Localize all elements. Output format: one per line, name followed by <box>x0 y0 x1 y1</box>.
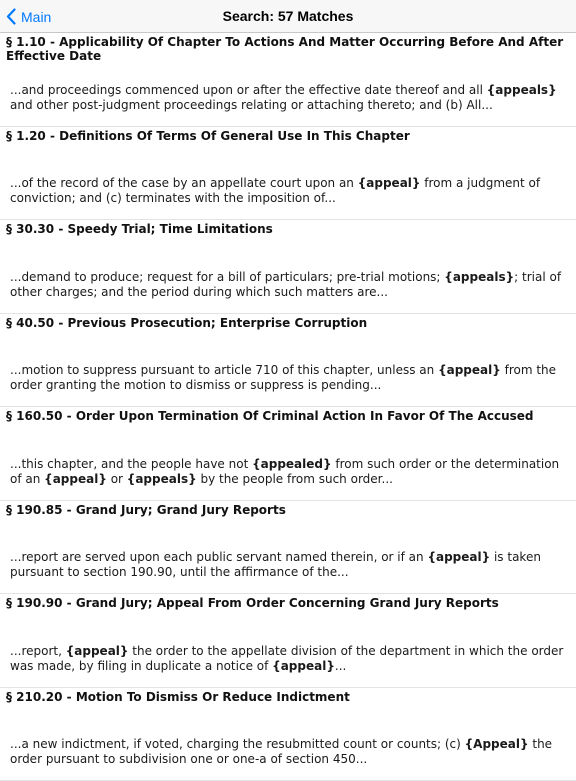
snippet-text: and other post-judgment proceedings relating or attaching thereto; and (b) All... <box>10 98 493 112</box>
result-snippet <box>10 644 568 674</box>
result-snippet <box>10 457 568 487</box>
search-match-highlight: {appeal} <box>66 644 129 658</box>
result-snippet <box>10 363 568 393</box>
result-snippet <box>10 83 568 113</box>
search-match-highlight: {appeal} <box>358 176 421 190</box>
search-match-highlight: {Appeal} <box>465 737 529 751</box>
snippet-text: ...motion to suppress pursuant to article 710 of this chapter, unless an <box>10 363 438 377</box>
snippet-text: ...of the record of the case by an appellate court upon an <box>10 176 358 190</box>
search-result-row[interactable] <box>0 407 576 501</box>
search-result-row[interactable] <box>0 501 576 595</box>
search-result-row[interactable] <box>0 33 576 127</box>
snippet-text: from a judgment of conviction; and (c) terminates with the imposition of... <box>10 176 540 205</box>
result-title: § 210.20 - Motion To Dismiss Or Reduce Indictment <box>6 690 566 704</box>
snippet-text: the order to the appellate division of the department in which the order was made, by filing in duplicate a notice of <box>10 644 563 673</box>
search-match-highlight: {appeals} <box>127 472 197 486</box>
search-result-row[interactable] <box>0 594 576 688</box>
snippet-text: ...demand to produce; request for a bill of particulars; pre-trial motions; <box>10 270 444 284</box>
snippet-text: by the people from such order... <box>197 472 393 486</box>
result-title: § 1.10 - Applicability Of Chapter To Actions And Matter Occurring Before And After Effective Date <box>6 35 566 63</box>
back-button[interactable] <box>6 0 51 33</box>
snippet-text: ... <box>335 659 346 673</box>
search-match-highlight: {appeals} <box>487 83 557 97</box>
search-match-highlight: {appeal} <box>272 659 335 673</box>
result-snippet <box>10 737 568 767</box>
snippet-text: or <box>107 472 127 486</box>
search-match-highlight: {appeals} <box>444 270 514 284</box>
page-title: Search: 57 Matches <box>0 0 576 33</box>
snippet-text: ...a new indictment, if voted, charging the resubmitted count or counts; (c) <box>10 737 465 751</box>
result-title: § 190.85 - Grand Jury; Grand Jury Reports <box>6 503 566 517</box>
result-title: § 30.30 - Speedy Trial; Time Limitations <box>6 222 566 236</box>
search-result-row[interactable] <box>0 220 576 314</box>
result-snippet <box>10 270 568 300</box>
search-results-list <box>0 33 576 781</box>
search-match-highlight: {appeal} <box>427 550 490 564</box>
result-title: § 160.50 - Order Upon Termination Of Criminal Action In Favor Of The Accused <box>6 409 566 423</box>
snippet-text: ...report, <box>10 644 66 658</box>
result-title: § 40.50 - Previous Prosecution; Enterprise Corruption <box>6 316 566 330</box>
search-result-row[interactable] <box>0 688 576 781</box>
snippet-text: from such order or the determination of an <box>10 457 559 486</box>
search-match-highlight: {appeal} <box>438 363 501 377</box>
snippet-text: the order pursuant to subdivision one or one-a of section 450... <box>10 737 552 766</box>
result-title: § 190.90 - Grand Jury; Appeal From Order Concerning Grand Jury Reports <box>6 596 566 610</box>
result-snippet <box>10 176 568 206</box>
snippet-text: from the order granting the motion to dismiss or suppress is pending... <box>10 363 556 392</box>
back-button-label: Main <box>21 9 51 25</box>
snippet-text: is taken pursuant to section 190.90, until the affirmance of the... <box>10 550 541 579</box>
search-result-row[interactable] <box>0 127 576 221</box>
snippet-text: ...and proceedings commenced upon or after the effective date thereof and all <box>10 83 487 97</box>
search-match-highlight: {appealed} <box>252 457 331 471</box>
search-match-highlight: {appeal} <box>44 472 107 486</box>
chevron-left-icon <box>6 8 16 25</box>
result-snippet <box>10 550 568 580</box>
snippet-text: ...this chapter, and the people have not <box>10 457 252 471</box>
snippet-text: ; trial of other charges; and the period during which such matters are... <box>10 270 561 299</box>
snippet-text: ...report are served upon each public servant named therein, or if an <box>10 550 427 564</box>
navigation-bar <box>0 0 576 33</box>
search-result-row[interactable] <box>0 314 576 408</box>
result-title: § 1.20 - Definitions Of Terms Of General Use In This Chapter <box>6 129 566 143</box>
